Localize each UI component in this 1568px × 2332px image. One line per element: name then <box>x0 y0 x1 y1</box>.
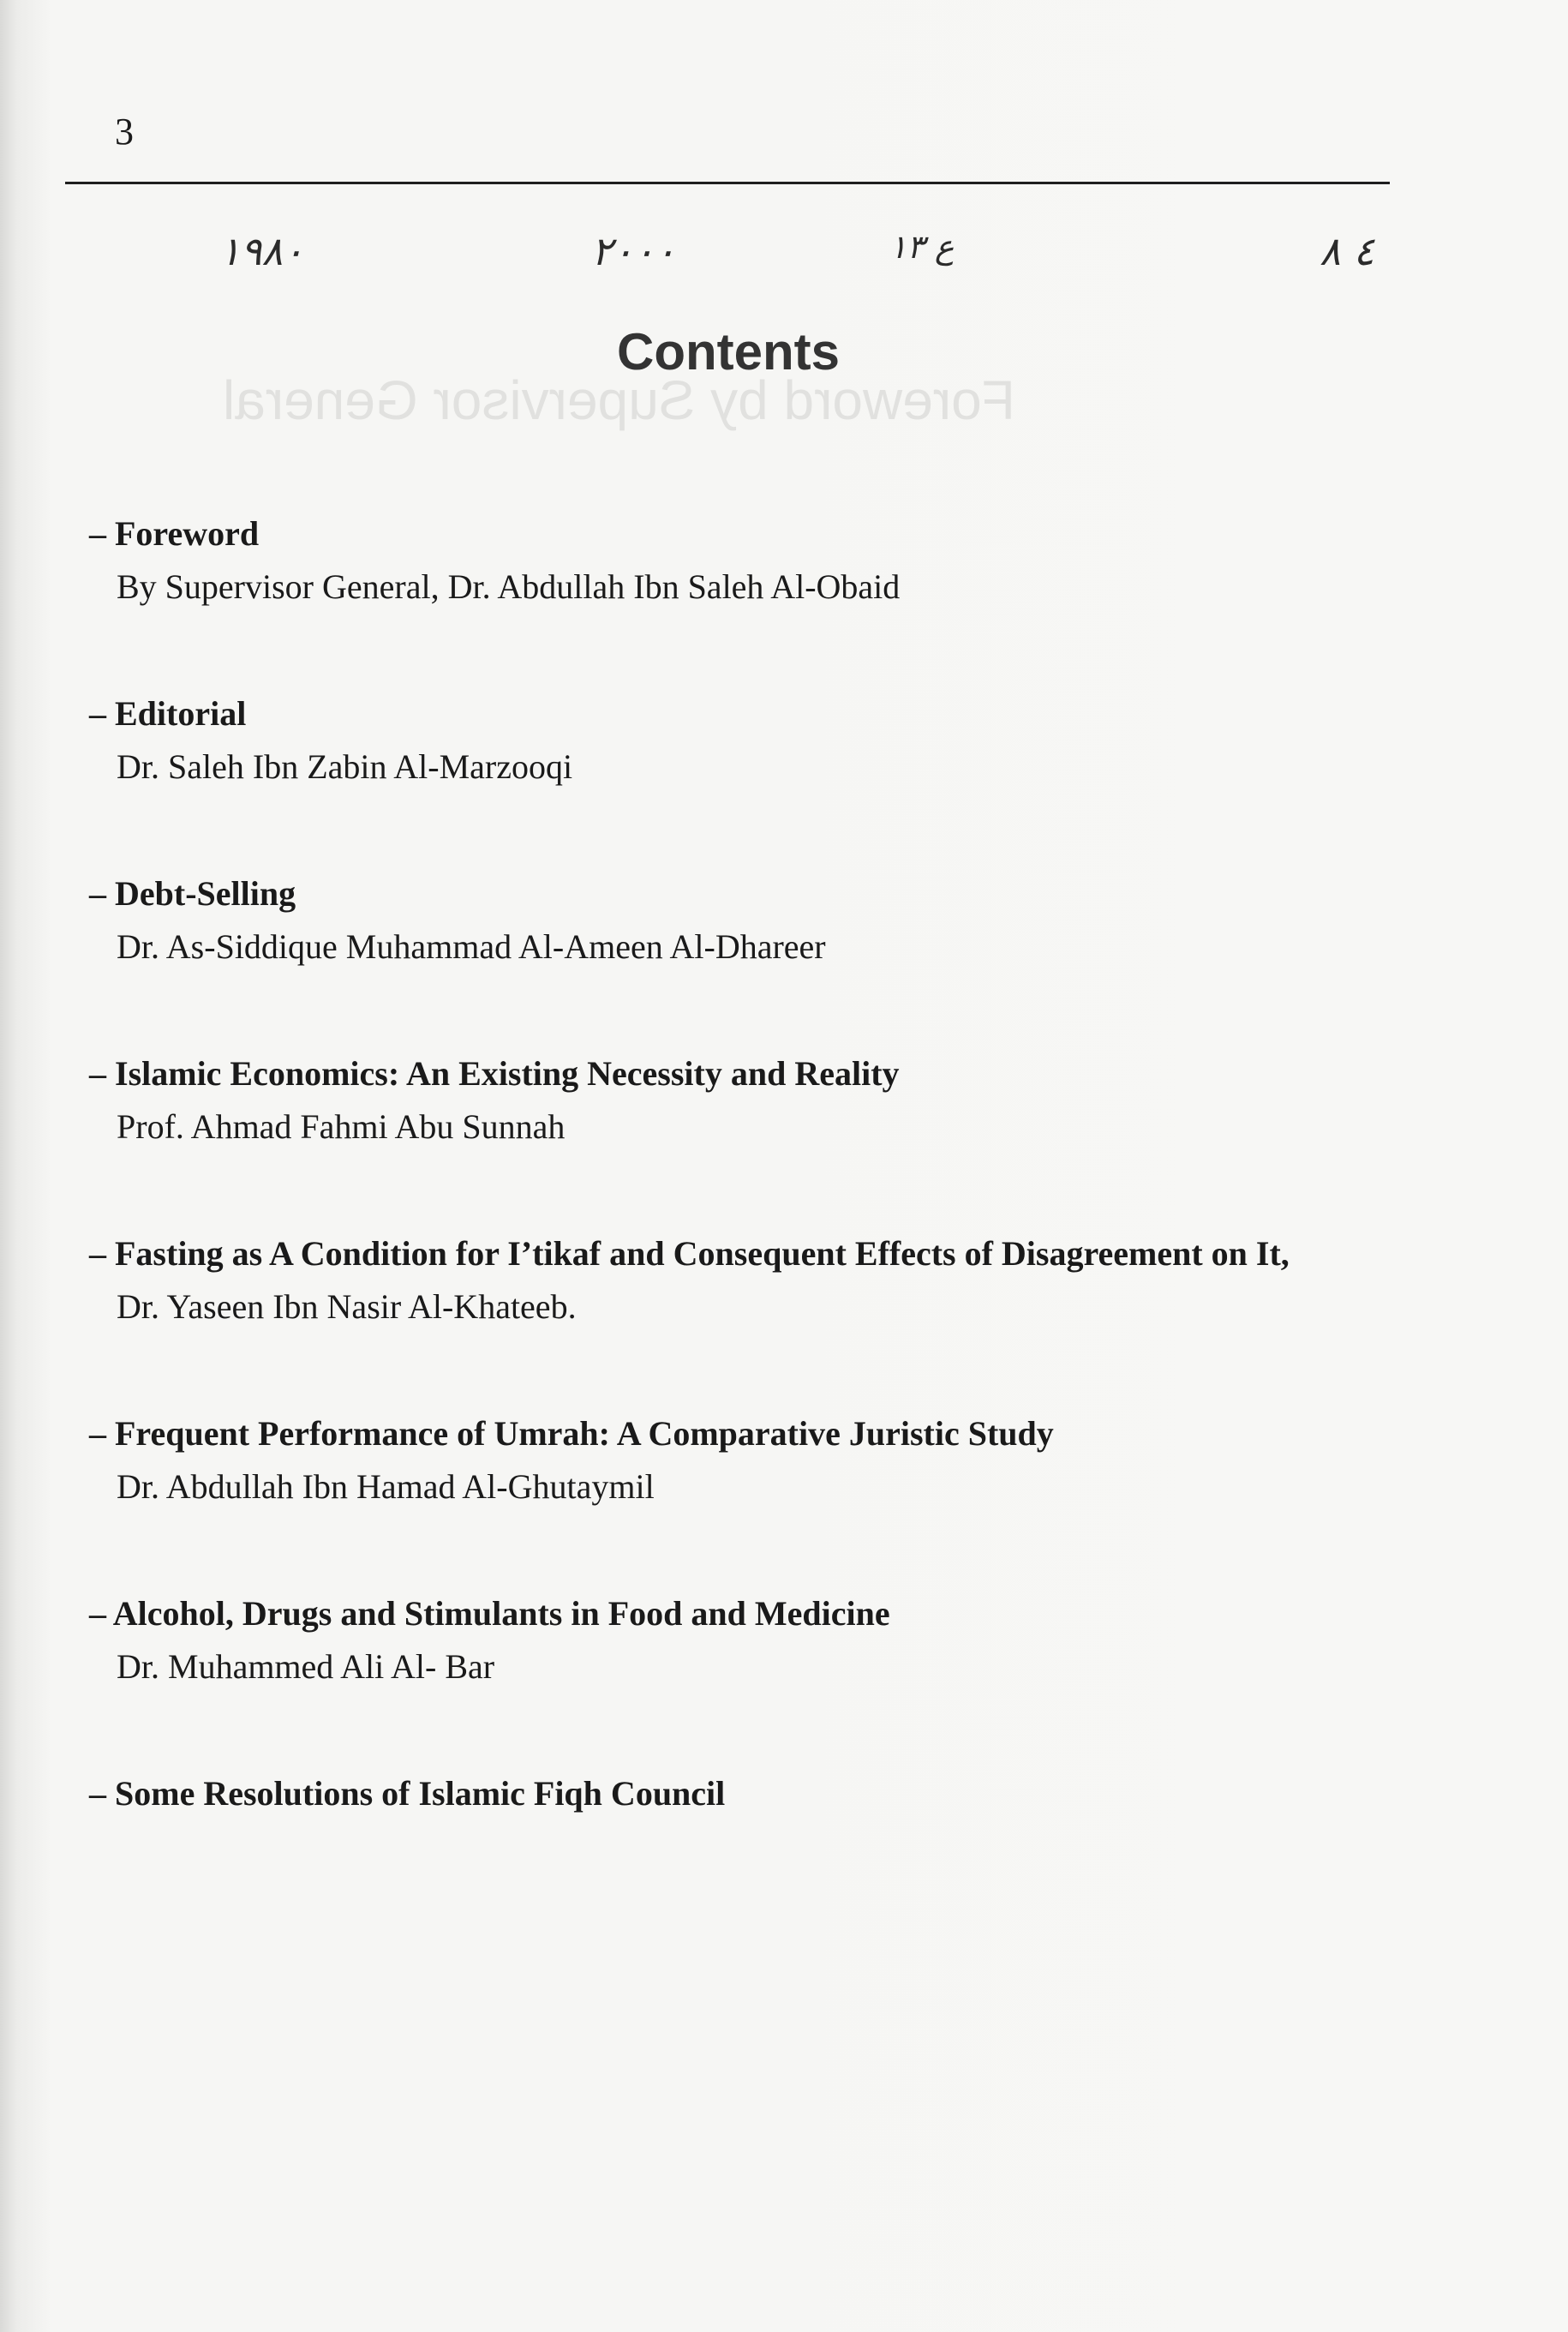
contents-entry-fasting-itikaf <box>89 1227 1426 1334</box>
contents-entry-islamic-economics <box>89 1047 1426 1154</box>
entry-title: – Editorial <box>89 694 247 733</box>
entry-title: – Foreword <box>89 514 260 553</box>
contents-list <box>89 507 1426 1820</box>
entry-title: – Some Resolutions of Islamic Fiqh Council <box>89 1774 726 1813</box>
handwritten-note-1: ١٩٨٠ <box>219 228 304 274</box>
entry-title: – Islamic Economics: An Existing Necessity and Reality <box>89 1054 900 1093</box>
entry-title: – Alcohol, Drugs and Stimulants in Food and Medicine <box>89 1594 890 1633</box>
show-through-text: Foreword by Supervisor General <box>223 369 1015 431</box>
entry-author: Dr. Abdullah Ibn Hamad Al-Ghutaymil <box>117 1467 655 1506</box>
entry-author: Dr. Muhammed Ali Al- Bar <box>117 1647 495 1686</box>
contents-entry-editorial <box>89 687 1426 794</box>
contents-entry-debt-selling <box>89 867 1426 974</box>
contents-entry-umrah <box>89 1407 1426 1514</box>
entry-author: By Supervisor General, Dr. Abdullah Ibn Saleh Al-Obaid <box>117 567 901 606</box>
page-number: 3 <box>115 111 134 153</box>
contents-entry-resolutions <box>89 1767 1426 1820</box>
page-title: Contents <box>617 323 840 381</box>
entry-title: – Debt-Selling <box>89 874 296 913</box>
contents-entry-foreword <box>89 507 1426 614</box>
entry-author: Dr. Yaseen Ibn Nasir Al-Khateeb. <box>117 1287 577 1326</box>
entry-author: Dr. As-Siddique Muhammad Al-Ameen Al-Dhareer <box>117 927 826 966</box>
entry-author: Dr. Saleh Ibn Zabin Al-Marzooqi <box>117 747 573 786</box>
entry-title: – Frequent Performance of Umrah: A Comparative Juristic Study <box>89 1414 1054 1453</box>
entry-author: Prof. Ahmad Fahmi Abu Sunnah <box>117 1107 566 1146</box>
contents-entry-alcohol-drugs <box>89 1587 1426 1694</box>
handwritten-note-3: ع ١٣ <box>889 228 955 266</box>
handwritten-note-2: ٢٠٠٠ <box>591 228 676 274</box>
header-rule <box>65 182 1390 184</box>
handwritten-note-4: ٤ ٨ <box>1320 228 1375 274</box>
entry-title: – Fasting as A Condition for I’tikaf and Consequent Effects of Disagreement on It, <box>89 1234 1290 1273</box>
